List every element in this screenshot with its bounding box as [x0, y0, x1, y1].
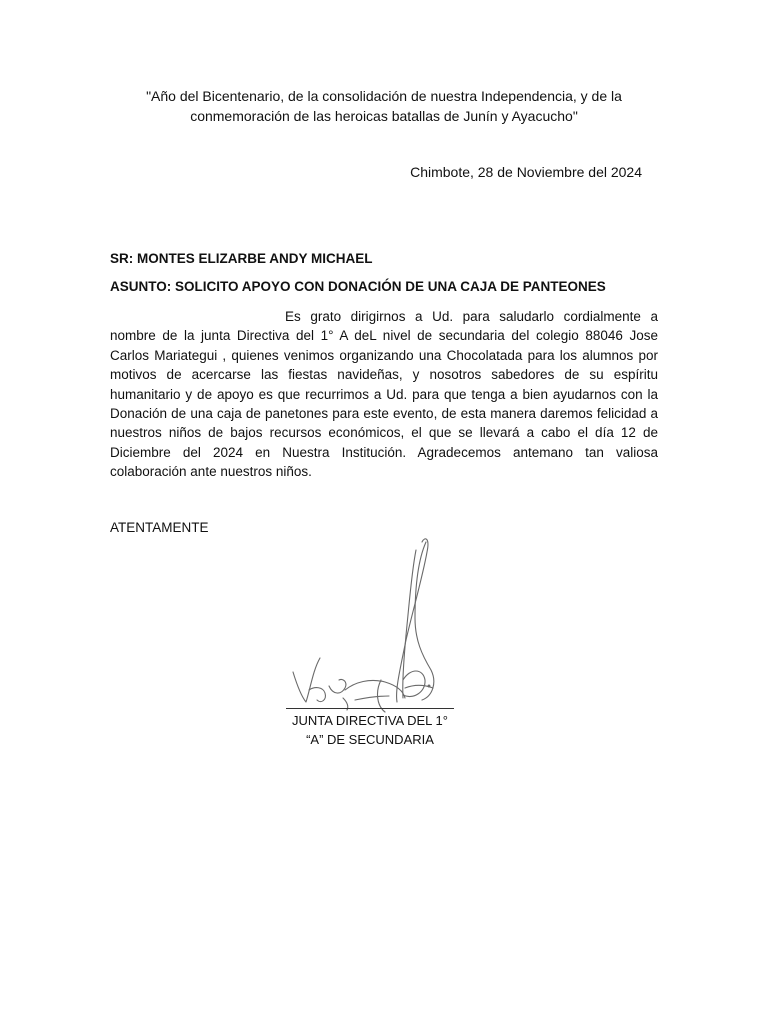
closing: ATENTAMENTE — [110, 520, 209, 535]
recipient: SR: MONTES ELIZARBE ANDY MICHAEL — [110, 251, 373, 266]
signatory-block — [280, 711, 460, 749]
signature-line — [286, 708, 454, 709]
year-motto: "Año del Bicentenario, de la consolidación de nuestra Independencia, y de la conmemoración de las heroicas batallas de Junín y Ayacucho" — [146, 88, 622, 124]
signatory-line-2: “A” DE SECUNDARIA — [306, 732, 434, 747]
signatory-line-1: JUNTA DIRECTIVA DEL 1° — [292, 713, 448, 728]
date-line: Chimbote, 28 de Noviembre del 2024 — [410, 164, 642, 180]
subject-line: ASUNTO: SOLICITO APOYO CON DONACIÓN DE UNA CAJA DE PANTEONES — [110, 279, 606, 294]
letter-body: Es grato dirigirnos a Ud. para saludarlo cordialmente a nombre de la junta Directiva del 1° A deL nivel de secundaria del colegio 88046 Jose Carlos Mariategui , quienes venimos organizando una Chocolatada para los alumnos por motivos de acercarse las fiestas navideñas, y nosotros sabedores de su espíritu humanitario y de apoyo es que recurrimos a Ud. para que tenga a bien ayudarnos con la Donación de una caja de panetones para este evento, de esta manera daremos felicidad a nuestros niños de bajos recursos económicos, el que se llevará a cabo el día 12 de Diciembre del 2024 en Nuestra Institución. Agradecemos antemano tan valiosa colaboración ante nuestros niños. — [110, 309, 658, 480]
handwritten-signature — [285, 530, 465, 720]
